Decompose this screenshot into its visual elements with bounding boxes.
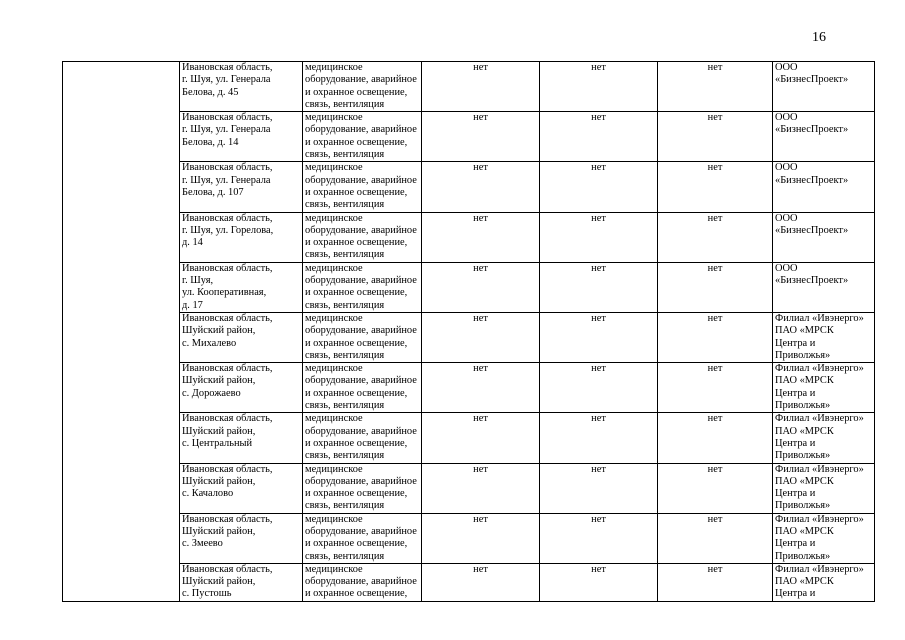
organization-cell-line: Приволжья» [775, 550, 831, 562]
address-cell-line: с. Михалево [182, 337, 237, 349]
value-cell: нет [422, 162, 540, 212]
organization-cell-line: ООО [775, 62, 798, 73]
equipment-cell-line: и охранное освещение, [305, 287, 408, 299]
equipment-cell [303, 212, 422, 262]
organization-cell [773, 463, 875, 513]
value-cell: нет [540, 262, 658, 312]
equipment-cell-line: медицинское [305, 363, 363, 375]
organization-cell-line: Центра и [775, 337, 816, 349]
equipment-cell-line: и охранное освещение, [305, 588, 408, 600]
table-row [63, 212, 875, 262]
address-cell [180, 563, 303, 601]
equipment-cell-line: оборудование, аварийное [305, 475, 417, 487]
address-cell-line: Ивановская область, [182, 413, 273, 425]
organization-cell-line: «БизнесПроект» [775, 174, 849, 186]
equipment-cell-line: и охранное освещение, [305, 538, 408, 550]
organization-cell-line: Центра и [775, 488, 816, 500]
organization-cell-line: Филиал «Ивэнерго» [775, 363, 864, 375]
equipment-cell-line: медицинское [305, 312, 363, 324]
equipment-cell-line: медицинское [305, 563, 363, 575]
address-cell-line: Ивановская область, [182, 262, 273, 274]
page-number: 16 [812, 30, 826, 45]
value-cell: нет [658, 563, 773, 601]
organization-cell-line: «БизнесПроект» [775, 74, 849, 86]
value-cell: нет [658, 312, 773, 362]
address-cell-line: Ивановская область, [182, 463, 273, 475]
address-cell-line: Шуйский район, [182, 375, 256, 387]
organization-cell [773, 312, 875, 362]
address-cell-line: д. 14 [182, 237, 203, 249]
address-cell-line: Белова, д. 45 [182, 86, 239, 98]
address-cell [180, 162, 303, 212]
address-cell-line: Ивановская область, [182, 162, 273, 174]
equipment-cell-line: и охранное освещение, [305, 437, 408, 449]
equipment-cell [303, 563, 422, 601]
value-cell: нет [422, 212, 540, 262]
organization-cell-line: Филиал «Ивэнерго» [775, 463, 864, 475]
address-cell-line: Шуйский район, [182, 525, 256, 537]
equipment-cell-line: связь, вентиляция [305, 249, 385, 261]
address-cell-line: Ивановская область, [182, 312, 273, 324]
organization-cell [773, 262, 875, 312]
organization-cell-line: Приволжья» [775, 500, 831, 512]
equipment-cell-line: оборудование, аварийное [305, 224, 417, 236]
value-cell: нет [422, 463, 540, 513]
equipment-cell-line: медицинское [305, 513, 363, 525]
value-cell: нет [658, 62, 773, 112]
equipment-cell [303, 413, 422, 463]
address-cell [180, 413, 303, 463]
address-cell-line: Белова, д. 14 [182, 136, 239, 148]
address-cell-line: Ивановская область, [182, 62, 273, 73]
value-cell: нет [658, 112, 773, 162]
address-cell-line: Ивановская область, [182, 513, 273, 525]
equipment-cell [303, 62, 422, 112]
organization-cell [773, 212, 875, 262]
equipment-cell-line: связь, вентиляция [305, 400, 385, 412]
value-cell: нет [658, 513, 773, 563]
organization-cell [773, 62, 875, 112]
merged-first-column [63, 62, 180, 602]
value-cell: нет [540, 463, 658, 513]
value-cell: нет [658, 463, 773, 513]
organization-cell-line: Приволжья» [775, 400, 831, 412]
value-cell: нет [540, 513, 658, 563]
address-cell-line: с. Дорожаево [182, 387, 241, 399]
address-cell-line: г. Шуя, ул. Генерала [182, 74, 271, 86]
equipment-cell-line: связь, вентиляция [305, 199, 385, 211]
equipment-cell-line: и охранное освещение, [305, 237, 408, 249]
address-cell-line: Шуйский район, [182, 425, 256, 437]
organization-cell-line: ПАО «МРСК [775, 325, 834, 337]
value-cell: нет [422, 312, 540, 362]
table-row [63, 413, 875, 463]
equipment-cell-line: и охранное освещение, [305, 387, 408, 399]
equipment-cell-line: оборудование, аварийное [305, 124, 417, 136]
organization-cell [773, 563, 875, 601]
table-row [63, 62, 875, 112]
equipment-cell-line: связь, вентиляция [305, 299, 385, 311]
address-cell-line: д. 17 [182, 299, 203, 311]
organization-cell-line: «БизнесПроект» [775, 224, 849, 236]
organization-cell [773, 363, 875, 413]
equipment-cell-line: медицинское [305, 112, 363, 124]
equipment-cell-line: оборудование, аварийное [305, 425, 417, 437]
value-cell: нет [422, 112, 540, 162]
equipment-cell [303, 463, 422, 513]
address-cell-line: г. Шуя, ул. Горелова, [182, 224, 274, 236]
organization-cell-line: «БизнесПроект» [775, 275, 849, 287]
equipment-cell-line: медицинское [305, 463, 363, 475]
equipment-cell-line: и охранное освещение, [305, 136, 408, 148]
equipment-cell-line: оборудование, аварийное [305, 325, 417, 337]
equipment-cell-line: оборудование, аварийное [305, 275, 417, 287]
organization-cell-line: «БизнесПроект» [775, 124, 849, 136]
equipment-cell-line: и охранное освещение, [305, 86, 408, 98]
address-cell [180, 363, 303, 413]
organization-cell-line: Центра и [775, 588, 816, 600]
value-cell: нет [658, 413, 773, 463]
equipment-cell-line: связь, вентиляция [305, 349, 385, 361]
equipment-cell [303, 363, 422, 413]
value-cell: нет [540, 563, 658, 601]
value-cell: нет [422, 62, 540, 112]
value-cell: нет [540, 413, 658, 463]
organization-cell-line: Центра и [775, 538, 816, 550]
equipment-cell-line: связь, вентиляция [305, 450, 385, 462]
equipment-cell-line: медицинское [305, 212, 363, 224]
organization-cell-line: Филиал «Ивэнерго» [775, 513, 864, 525]
equipment-cell-line: связь, вентиляция [305, 550, 385, 562]
address-cell-line: Ивановская область, [182, 563, 273, 575]
address-cell-line: ул. Кооперативная, [182, 287, 267, 299]
equipment-cell-line: оборудование, аварийное [305, 525, 417, 537]
equipment-cell-line: медицинское [305, 162, 363, 174]
organization-cell-line: ООО [775, 112, 798, 124]
table-row [63, 513, 875, 563]
equipment-cell-line: и охранное освещение, [305, 488, 408, 500]
value-cell: нет [422, 563, 540, 601]
infrastructure-table [62, 61, 875, 602]
address-cell [180, 513, 303, 563]
table-body [63, 62, 875, 602]
table-row [63, 262, 875, 312]
organization-cell-line: Приволжья» [775, 349, 831, 361]
address-cell-line: Ивановская область, [182, 212, 273, 224]
value-cell: нет [540, 312, 658, 362]
organization-cell-line: ООО [775, 162, 798, 174]
organization-cell-line: Филиал «Ивэнерго» [775, 563, 864, 575]
table-row [63, 112, 875, 162]
address-cell-line: г. Шуя, ул. Генерала [182, 174, 271, 186]
equipment-cell-line: медицинское [305, 262, 363, 274]
value-cell: нет [540, 62, 658, 112]
address-cell-line: с. Центральный [182, 437, 253, 449]
equipment-cell-line: оборудование, аварийное [305, 375, 417, 387]
value-cell: нет [658, 262, 773, 312]
value-cell: нет [658, 162, 773, 212]
address-cell [180, 463, 303, 513]
equipment-cell-line: и охранное освещение, [305, 186, 408, 198]
value-cell: нет [540, 162, 658, 212]
address-cell-line: г. Шуя, [182, 275, 214, 287]
organization-cell-line: Филиал «Ивэнерго» [775, 312, 864, 324]
value-cell: нет [540, 112, 658, 162]
organization-cell-line: ПАО «МРСК [775, 375, 834, 387]
address-cell [180, 112, 303, 162]
organization-cell [773, 112, 875, 162]
organization-cell-line: Центра и [775, 387, 816, 399]
table-row [63, 363, 875, 413]
organization-cell-line: ПАО «МРСК [775, 576, 834, 588]
equipment-cell [303, 162, 422, 212]
address-cell [180, 62, 303, 112]
value-cell: нет [658, 363, 773, 413]
address-cell [180, 212, 303, 262]
address-cell-line: г. Шуя, ул. Генерала [182, 124, 271, 136]
table-row [63, 162, 875, 212]
value-cell: нет [658, 212, 773, 262]
value-cell: нет [422, 363, 540, 413]
value-cell: нет [540, 363, 658, 413]
address-cell-line: Шуйский район, [182, 576, 256, 588]
address-cell-line: Шуйский район, [182, 325, 256, 337]
table-row [63, 563, 875, 601]
equipment-cell [303, 312, 422, 362]
equipment-cell-line: оборудование, аварийное [305, 576, 417, 588]
address-cell-line: с. Змеево [182, 538, 223, 550]
equipment-cell-line: оборудование, аварийное [305, 74, 417, 86]
equipment-cell [303, 513, 422, 563]
equipment-cell-line: связь, вентиляция [305, 98, 385, 110]
address-cell-line: Белова, д. 107 [182, 186, 244, 198]
address-cell-line: Ивановская область, [182, 363, 273, 375]
organization-cell-line: ПАО «МРСК [775, 525, 834, 537]
value-cell: нет [540, 212, 658, 262]
organization-cell-line: ООО [775, 212, 798, 224]
equipment-cell-line: связь, вентиляция [305, 500, 385, 512]
organization-cell-line: ООО [775, 262, 798, 274]
organization-cell-line: ПАО «МРСК [775, 475, 834, 487]
address-cell [180, 312, 303, 362]
equipment-cell-line: оборудование, аварийное [305, 174, 417, 186]
address-cell-line: Шуйский район, [182, 475, 256, 487]
value-cell: нет [422, 413, 540, 463]
organization-cell-line: Филиал «Ивэнерго» [775, 413, 864, 425]
organization-cell [773, 513, 875, 563]
organization-cell [773, 413, 875, 463]
value-cell: нет [422, 262, 540, 312]
organization-cell-line: ПАО «МРСК [775, 425, 834, 437]
address-cell-line: Ивановская область, [182, 112, 273, 124]
address-cell-line: с. Пустошь [182, 588, 232, 600]
equipment-cell [303, 112, 422, 162]
organization-cell-line: Центра и [775, 437, 816, 449]
table-row [63, 312, 875, 362]
equipment-cell [303, 262, 422, 312]
value-cell: нет [422, 513, 540, 563]
equipment-cell-line: медицинское [305, 62, 363, 73]
table-row [63, 463, 875, 513]
equipment-cell-line: и охранное освещение, [305, 337, 408, 349]
organization-cell-line: Приволжья» [775, 450, 831, 462]
address-cell [180, 262, 303, 312]
address-cell-line: с. Качалово [182, 488, 234, 500]
equipment-cell-line: медицинское [305, 413, 363, 425]
equipment-cell-line: связь, вентиляция [305, 149, 385, 161]
organization-cell [773, 162, 875, 212]
